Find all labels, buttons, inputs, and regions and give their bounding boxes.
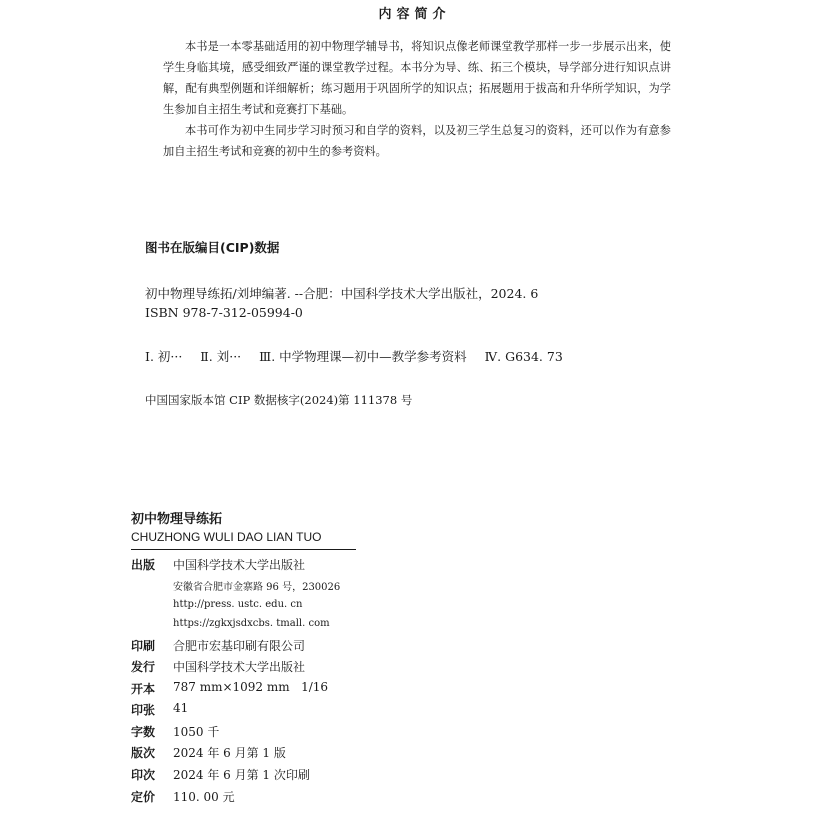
- format-label: 开本: [131, 682, 156, 696]
- cip-category: Ⅰ. 初···: [145, 349, 183, 364]
- cip-categories: [145, 347, 577, 365]
- cip-bibliographic-line: 初中物理导练拓/刘坤编著. --合肥：中国科学技术大学出版社，2024. 6: [145, 286, 539, 301]
- distributor-label: 发行: [131, 660, 156, 674]
- price-value: 110. 00 元: [173, 790, 235, 804]
- publisher-store-url[interactable]: https://zgkxjsdxcbs. tmall. com: [173, 618, 330, 629]
- cip-heading: 图书在版编目(CIP)数据: [145, 240, 280, 255]
- printing-label: 印次: [131, 768, 156, 782]
- price-label: 定价: [131, 790, 156, 804]
- summary-paragraph: 本书是一本零基础适用的初中物理学辅导书，将知识点像老师课堂教学那样一步一步展示出来，使学生身临其境，感受细致严谨的课堂教学过程。本书分为导、练、拓三个模块，导学部分进行知识点讲解，配有典型例题和详细解析；练习题用于巩固所学的知识点；拓展题用于拔高和升华所学知识，为学生参加自主招生考试和竞赛打下基础。: [163, 40, 671, 116]
- distributor-value: 中国科学技术大学出版社: [173, 660, 306, 674]
- sheets-value: 41: [173, 701, 189, 715]
- cip-category: Ⅲ. 中学物理课—初中—教学参考资料: [259, 349, 467, 364]
- book-title-chinese: 初中物理导练拓: [131, 512, 223, 527]
- publisher-label: 出版: [131, 558, 156, 572]
- book-title-pinyin: CHUZHONG WULI DAO LIAN TUO: [131, 530, 322, 544]
- cip-category: Ⅳ. G634. 73: [484, 349, 563, 364]
- words-label: 字数: [131, 725, 156, 739]
- edition-label: 版次: [131, 746, 156, 760]
- cip-category: Ⅱ. 刘···: [200, 349, 242, 364]
- publisher-value: 中国科学技术大学出版社: [173, 558, 306, 572]
- edition-value: 2024 年 6 月第 1 版: [173, 746, 286, 760]
- cip-record-number: 中国国家版本馆 CIP 数据核字(2024)第 111378 号: [145, 393, 413, 407]
- printer-label: 印刷: [131, 639, 156, 653]
- summary-paragraph: 本书可作为初中生同步学习时预习和自学的资料，以及初三学生总复习的资料，还可以作为有意参加自主招生考试和竞赛的初中生的参考资料。: [163, 124, 671, 158]
- words-value: 1050 千: [173, 725, 220, 739]
- sheets-label: 印张: [131, 703, 156, 717]
- format-value: 787 mm×1092 mm 1/16: [173, 680, 329, 694]
- publisher-url[interactable]: http://press. ustc. edu. cn: [173, 599, 303, 610]
- cip-isbn: ISBN 978-7-312-05994-0: [145, 305, 303, 320]
- colophon-divider: [131, 549, 356, 550]
- printer-value: 合肥市宏基印刷有限公司: [173, 639, 306, 653]
- publisher-address: 安徽省合肥市金寨路 96 号，230026: [173, 582, 341, 593]
- printing-value: 2024 年 6 月第 1 次印刷: [173, 768, 310, 782]
- summary-title: 内容简介: [378, 7, 451, 22]
- summary-body: [163, 36, 671, 162]
